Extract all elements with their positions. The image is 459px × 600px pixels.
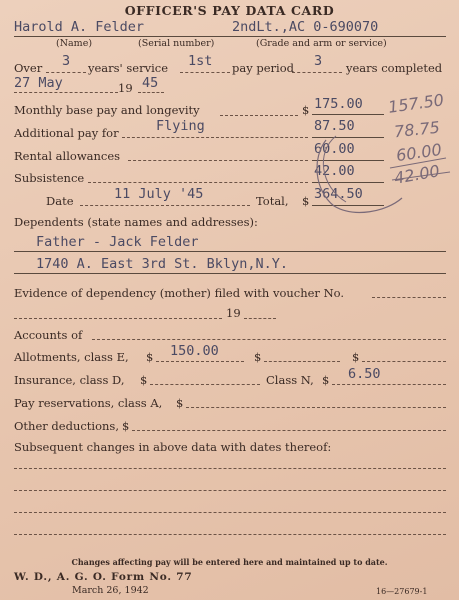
- rental-value: 60.00: [314, 141, 355, 157]
- dependent-address: 1740 A. East 3rd St. Bklyn,N.Y.: [36, 256, 288, 272]
- years-value: 3: [62, 53, 71, 69]
- years-label: years' service: [88, 61, 169, 75]
- serial-caption: (Serial number): [138, 38, 215, 49]
- subsequent-label: Subsequent changes in above data with dates thereof:: [14, 440, 332, 454]
- pay-date-label: Date: [46, 194, 74, 208]
- dependent-name: Father - Jack Felder: [36, 234, 199, 250]
- rental-label: Rental allowances: [14, 149, 121, 163]
- handwritten-monthly: 157.50: [386, 90, 446, 117]
- subsistence-label: Subsistence: [14, 171, 85, 185]
- total-label: Total,: [256, 194, 289, 208]
- allotments-label: Allotments, class E,: [14, 350, 129, 364]
- years2-value: 3: [314, 53, 323, 69]
- over-label: Over: [14, 61, 43, 75]
- period-value: 1st: [188, 53, 213, 69]
- reservations-dollar: $: [176, 396, 184, 410]
- additional-value: 87.50: [314, 118, 355, 134]
- class-n-dollar: $: [322, 373, 330, 387]
- officer-name: Harold A. Felder: [14, 19, 145, 35]
- monthly-dollar: $: [302, 103, 310, 117]
- pencil-scribble: [306, 128, 456, 220]
- name-rule: [14, 36, 446, 37]
- card-title: OFFICER'S PAY DATA CARD: [124, 3, 335, 18]
- reservations-label: Pay reservations, class A,: [14, 396, 163, 410]
- form-name: W. D., A. G. O. Form No. 77: [14, 571, 193, 583]
- other-dollar: $: [122, 419, 130, 433]
- name-caption: (Name): [56, 38, 93, 49]
- grade-serial: 2ndLt.,AC 0-690070: [232, 19, 379, 35]
- handwritten-subsistence: 42.00: [392, 161, 442, 188]
- evidence-label: Evidence of dependency (mother) filed with voucher No.: [14, 286, 345, 300]
- form-date: March 26, 1942: [72, 585, 149, 596]
- additional-label: Additional pay for: [14, 126, 119, 140]
- service-date: 27 May: [14, 75, 63, 91]
- form-number: 16—27679-1: [376, 587, 428, 596]
- evidence-year-prefix: 19: [226, 306, 241, 320]
- total-dollar: $: [302, 194, 310, 208]
- total-value: 364.50: [314, 186, 363, 202]
- footer-note: Changes affecting pay will be entered here and maintained up to date.: [71, 557, 388, 567]
- class-n-value: 6.50: [348, 366, 381, 382]
- allotment-dollar-2: $: [254, 350, 262, 364]
- handwritten-rental: 60.00: [394, 139, 443, 166]
- subsistence-value: 42.00: [314, 163, 355, 179]
- additional-reason: Flying: [156, 118, 205, 134]
- monthly-label: Monthly base pay and longevity: [14, 103, 200, 117]
- allotment-value: 150.00: [170, 343, 219, 359]
- dependents-label: Dependents (state names and addresses):: [14, 215, 258, 229]
- handwritten-additional: 78.75: [393, 117, 441, 142]
- monthly-value: 175.00: [314, 96, 363, 112]
- class-n-label: Class N,: [266, 373, 314, 387]
- completed-label: years completed: [346, 61, 443, 75]
- insurance-label: Insurance, class D,: [14, 373, 125, 387]
- allotment-dollar: $: [146, 350, 154, 364]
- period-label: pay period: [232, 61, 294, 75]
- pay-date: 11 July '45: [114, 186, 204, 202]
- insurance-dollar: $: [140, 373, 148, 387]
- accounts-label: Accounts of: [14, 328, 83, 342]
- other-label: Other deductions,: [14, 419, 119, 433]
- allotment-dollar-3: $: [352, 350, 360, 364]
- service-year-prefix: 19: [118, 81, 133, 95]
- grade-caption: (Grade and arm or service): [256, 38, 387, 49]
- service-year: 45: [142, 75, 159, 91]
